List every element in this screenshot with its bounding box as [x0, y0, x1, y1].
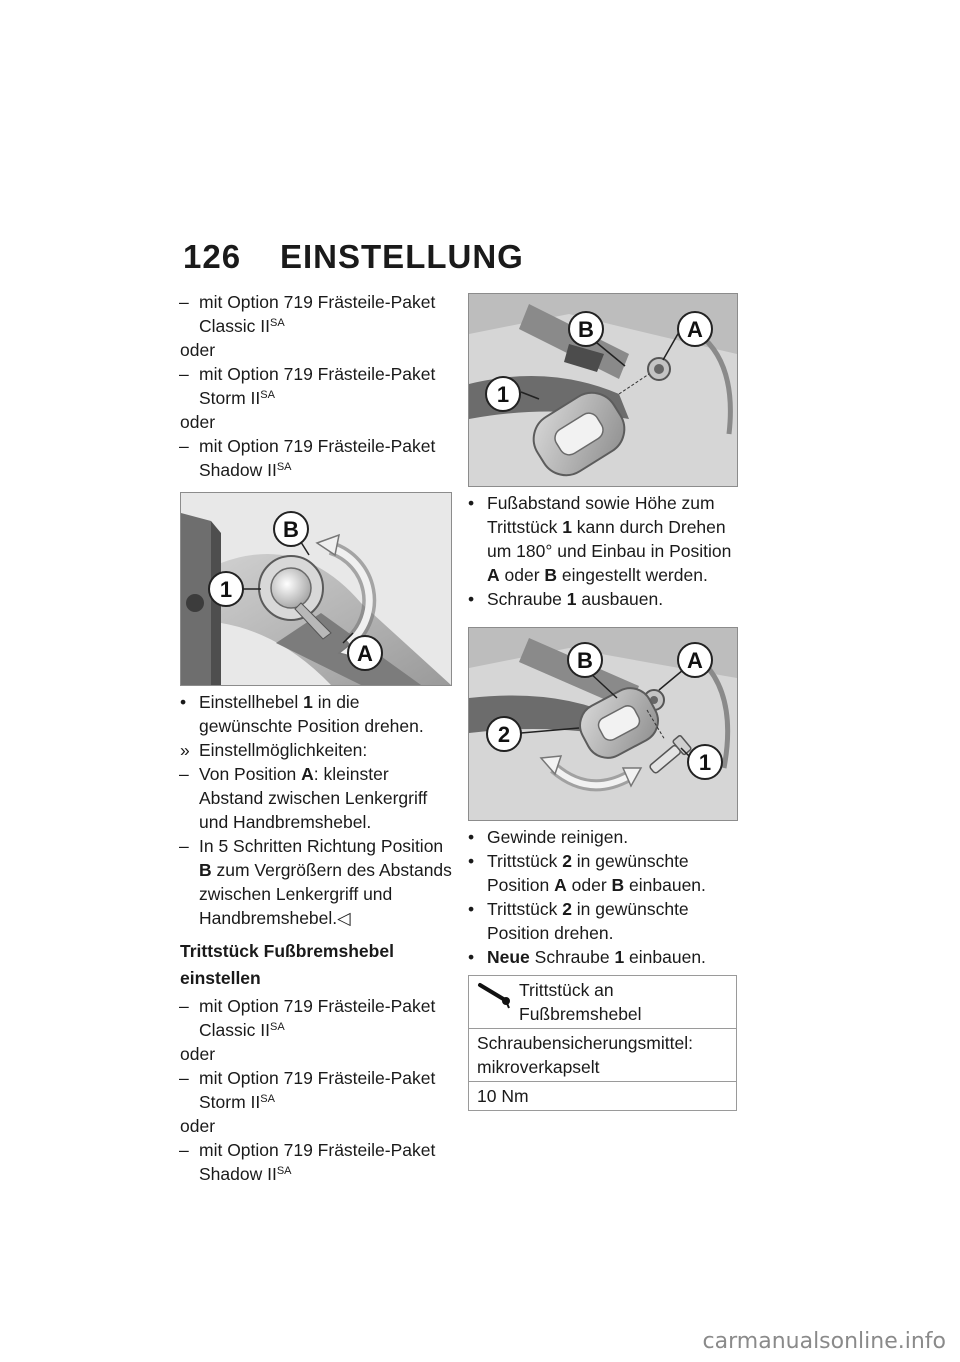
step-item: • Trittstück 2 in gewünschte Position drehen.: [468, 899, 689, 943]
option-or: oder: [180, 1044, 216, 1064]
hand-lever-figure: [180, 492, 452, 686]
svg-text:B: B: [578, 317, 594, 342]
end-mark-icon: ◁: [337, 908, 351, 928]
page-title: EINSTELLUNG: [280, 238, 524, 275]
page-header: [183, 238, 524, 276]
footpeg-rotate-figure: [468, 627, 738, 821]
step-item: • Neue Schraube 1 einbauen.: [468, 947, 706, 967]
svg-text:A: A: [687, 317, 703, 342]
svg-text:2: 2: [497, 722, 511, 747]
page-number: 126: [183, 238, 242, 275]
footpeg-steps: [468, 825, 738, 969]
svg-text:A: A: [357, 641, 373, 666]
setting-option-a: – Von Position A: kleinster Abstand zwischen Lenkergriff und Handbremshebel.: [179, 764, 428, 832]
option-or: oder: [180, 340, 216, 360]
callout-1: [688, 745, 722, 779]
footpeg-info: [468, 491, 738, 611]
svg-text:A: A: [687, 648, 703, 673]
callout-2: [487, 717, 521, 751]
setting-option-b: – In 5 Schritten Richtung Position B zum Vergrößern des Abstands zwischen Lenkergriff und Handbremshebel.◁: [179, 836, 452, 928]
watermark: carmanualsonline.info: [702, 1329, 946, 1354]
step-item: • Schraube 1 ausbauen.: [468, 589, 664, 609]
svg-text:B: B: [577, 648, 593, 673]
callout-a: [678, 312, 712, 346]
callout-a: [348, 636, 382, 670]
svg-text:B: B: [283, 517, 299, 542]
step-item: • Gewinde reinigen.: [468, 827, 629, 847]
left-column: [180, 290, 452, 1186]
option-item: – mit Option 719 Frästeile-Paket Classic $II^{SA}$: [179, 292, 436, 336]
callout-a: [678, 643, 712, 677]
lever-instructions: [180, 690, 452, 930]
option-list-intro: [180, 290, 452, 482]
result-item: » Einstellmöglichkeiten:: [180, 740, 368, 760]
step-item: • Einstellhebel 1 in die gewünschte Position drehen.: [180, 692, 424, 736]
callout-1: [486, 377, 520, 411]
svg-text:1: 1: [698, 750, 712, 775]
info-item: • Fußabstand sowie Höhe zum Trittstück 1 kann durch Drehen um 180° und Einbau in Position A oder B eingestellt werden.: [468, 493, 732, 585]
right-column: [468, 293, 738, 1111]
option-or: oder: [180, 412, 216, 432]
option-or: oder: [180, 1116, 216, 1136]
option-item: – mit Option 719 Frästeile-Paket Storm $II^{SA}$: [179, 364, 436, 408]
svg-text:1: 1: [219, 577, 233, 602]
option-item: – mit Option 719 Frästeile-Paket Storm $II^{SA}$: [179, 1068, 436, 1112]
svg-text:1: 1: [496, 382, 510, 407]
callout-1: [209, 572, 243, 606]
callout-b: [569, 312, 603, 346]
thread-lock-cell: Schraubensicherungsmittel: mikroverkapselt: [469, 1029, 736, 1082]
option-list-second: [180, 994, 452, 1186]
torque-table: [468, 975, 737, 1111]
option-item: – mit Option 719 Frästeile-Paket Shadow $II^{SA}$: [179, 1140, 436, 1184]
callout-b: [274, 512, 308, 546]
torque-table-heading: Trittstück an Fußbremshebel: [469, 976, 736, 1029]
option-item: – mit Option 719 Frästeile-Paket Classic $II^{SA}$: [179, 996, 436, 1040]
step-item: • Trittstück 2 in gewünschte Position A oder B einbauen.: [468, 851, 706, 895]
option-item: – mit Option 719 Frästeile-Paket Shadow $II^{SA}$: [179, 436, 436, 480]
torque-value-cell: 10 Nm: [469, 1082, 736, 1111]
torque-wrench-icon: [477, 980, 513, 1010]
footpeg-figure: [468, 293, 738, 487]
callout-b: [568, 643, 602, 677]
section-title: Trittstück Fußbremshebel einstellen: [180, 941, 394, 988]
